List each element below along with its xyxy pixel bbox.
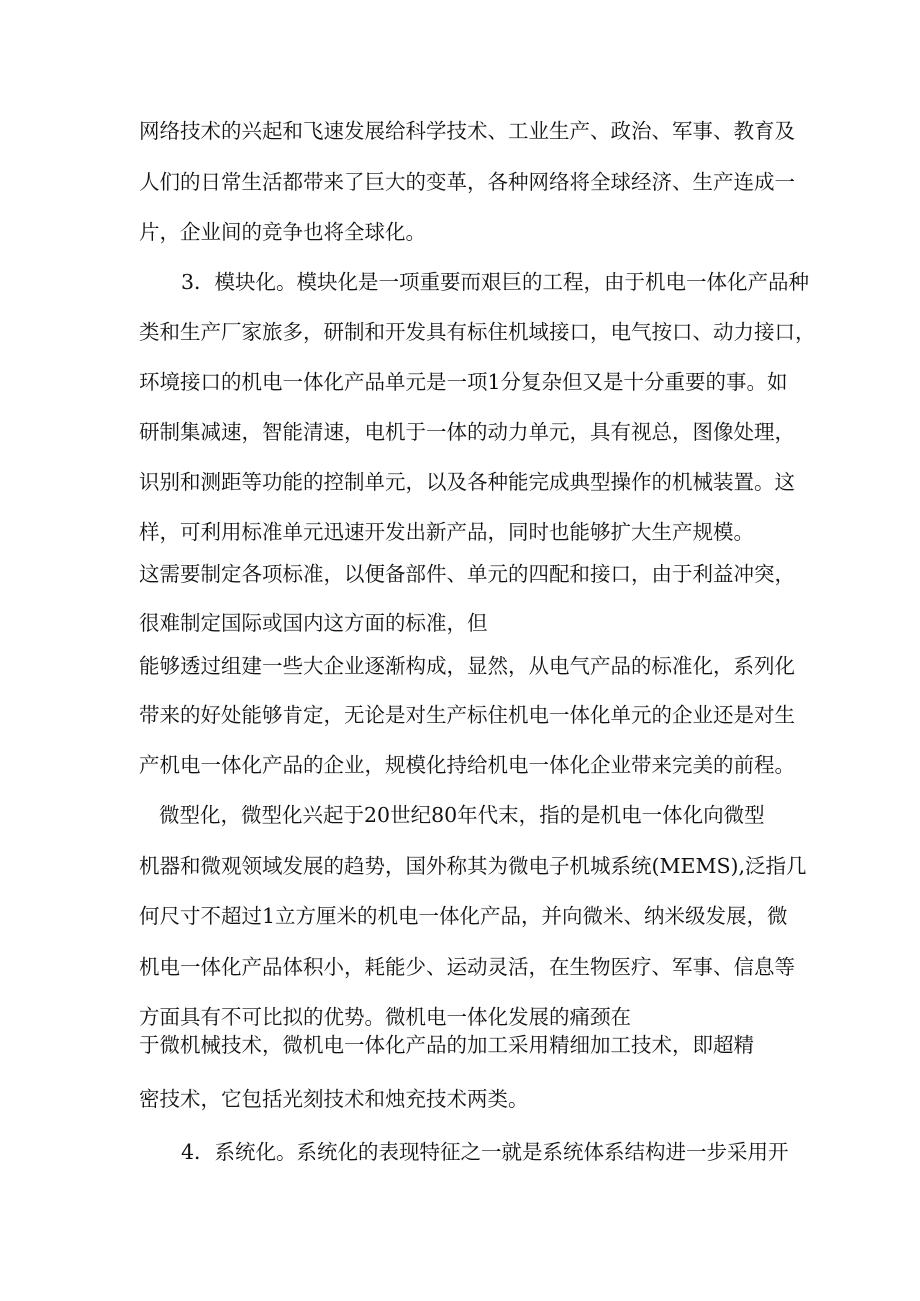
text-line: 机电一体化产品体积小，耗能少、运动灵活，在生物医疗、军事、信息等 (139, 955, 795, 979)
text-line: 环境接口的机电一体化产品单元是一项1分复杂但又是十分重要的事。如 (139, 370, 788, 394)
text-line: 网络技术的兴起和飞速发展给科学技术、工业生产、政治、军事、教育及 (139, 119, 795, 143)
text-line: 3．模块化。模块化是一项重要而艰巨的工程，由于机电一体化产品种 (181, 270, 810, 294)
text-line: 微型化，微型化兴起于20世纪80年代末，指的是机电一体化向微型 (159, 803, 765, 827)
text-line: 产机电一体化产品的企业，规模化持给机电一体化企业带来完美的前程。 (139, 753, 795, 777)
text-line: 样，可利用标准单元迅速开发出新产品，同时也能够扩大生产规模。 (139, 520, 754, 544)
text-line: 4．系统化。系统化的表现特征之一就是系统体系结构进一步采用开 (181, 1140, 789, 1164)
text-line: 能够透过组建一些大企业逐渐构成，显然，从电气产品的标准化，系列化 (139, 654, 795, 678)
text-line: 何尺寸不超过1立方厘米的机电一体化产品，并向微米、纳米级发展，微 (139, 904, 788, 928)
text-line: 这需要制定各项标准，以便备部件、单元的四配和接口，由于利益冲突， (139, 562, 795, 586)
text-line: 类和生产厂家旅多，研制和开发具有标住机域接口，电气按口、动力接口， (139, 320, 816, 344)
text-line: 方面具有不可比拟的优势。微机电一体化发展的痛颈在 (139, 1005, 631, 1029)
text-line: 机器和微观领域发展的趋势，国外称其为微电子机城系统(MEMS),泛指几 (139, 854, 807, 878)
text-line: 人们的日常生活都带来了巨大的变革，各种网络将全球经济、生产连成一 (139, 170, 795, 194)
text-line: 密技术，它包括光刻技术和烛充技术两类。 (139, 1087, 529, 1111)
text-line: 带来的好处能够肯定，无论是对生产标住机电一体化单元的企业还是对生 (139, 703, 795, 727)
text-line: 于微机械技术，微机电一体化产品的加工采用精细加工技术，即超精 (139, 1033, 754, 1057)
text-line: 识别和测距等功能的控制单元，以及各种能完成典型操作的机械装置。这 (139, 470, 795, 494)
text-line: 研制集减速，智能清速，电机于一体的动力单元，具有视总，图像处理， (139, 420, 795, 444)
text-line: 很难制定国际或国内这方面的标准，但 (139, 611, 488, 635)
text-line: 片，企业间的竞争也将全球化。 (139, 220, 426, 244)
